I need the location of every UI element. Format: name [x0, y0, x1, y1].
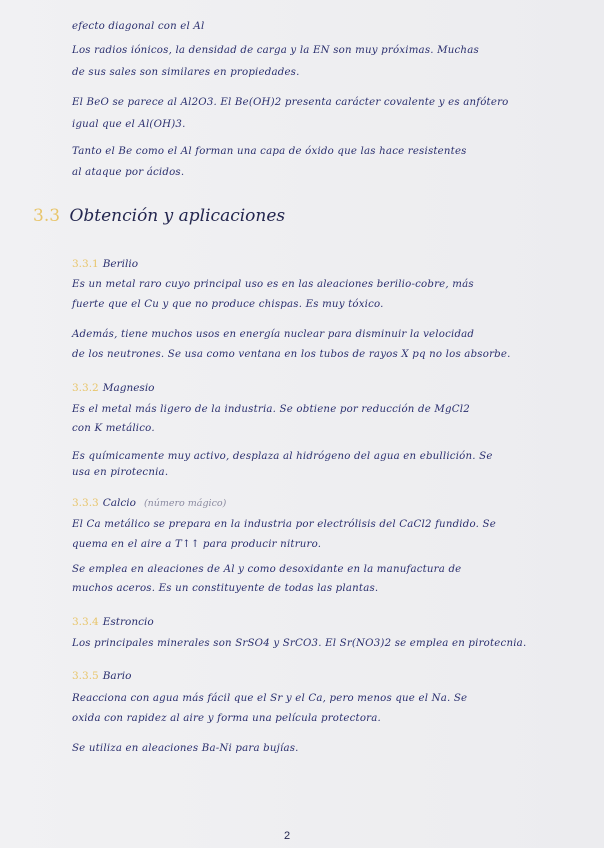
subsection-heading [72, 616, 154, 628]
top-title: efecto diagonal con el Al [72, 21, 205, 32]
text-line: Es el metal más ligero de la industria. Se obtiene por reducción de MgCl2 [72, 404, 470, 415]
subsection-heading [72, 382, 155, 394]
text-line: de sus sales son similares en propiedades. [72, 67, 300, 78]
subsection-heading [72, 258, 138, 270]
text-line: Es químicamente muy activo, desplaza al hidrógeno del agua en ebullición. Se [72, 451, 493, 462]
subsection-title: Magnesio [102, 382, 155, 394]
text-line: El Ca metálico se prepara en la industria por electrólisis del CaCl2 fundido. Se [72, 519, 496, 530]
subsection-number: 3.3.2 [72, 382, 99, 394]
text-line: oxida con rapidez al aire y forma una película protectora. [72, 713, 381, 724]
text-line: Se utiliza en aleaciones Ba-Ni para bujías. [72, 743, 299, 754]
text-line: Además, tiene muchos usos en energía nuclear para disminuir la velocidad [72, 329, 475, 340]
text-line: fuerte que el Cu y que no produce chispas. Es muy tóxico. [72, 299, 384, 310]
text-line: Se emplea en aleaciones de Al y como desoxidante en la manufactura de [72, 564, 462, 575]
text-line: al ataque por ácidos. [72, 167, 185, 178]
subsection-title: Bario [102, 670, 132, 682]
text-line: Reacciona con agua más fácil que el Sr y el Ca, pero menos que el Na. Se [72, 693, 468, 704]
text-line: igual que el Al(OH)3. [72, 119, 186, 130]
text-line: Es un metal raro cuyo principal uso es en las aleaciones berilio-cobre, más [72, 279, 474, 290]
text-line: usa en pirotecnia. [72, 467, 169, 478]
subsection-number: 3.3.5 [72, 670, 99, 682]
text-line: El BeO se parece al Al2O3. El Be(OH)2 presenta carácter covalente y es anfótero [72, 97, 509, 108]
subsection-title: Estroncio [102, 616, 154, 628]
subsection-number: 3.3.1 [72, 258, 99, 270]
text-line: con K metálico. [72, 423, 155, 434]
subsection-note: (número mágico) [143, 498, 227, 509]
page-number: 2 [284, 830, 291, 842]
text-line: muchos aceros. Es un constituyente de todas las plantas. [72, 583, 379, 594]
text-line: Tanto el Be como el Al forman una capa de óxido que las hace resistentes [72, 146, 467, 157]
subsection-heading [72, 670, 131, 682]
section-title: Obtención y aplicaciones [69, 206, 286, 226]
text-line: quema en el aire a T↑↑ para producir nitruro. [72, 539, 322, 550]
section-number: 3.3 [33, 206, 61, 226]
text-line: de los neutrones. Se usa como ventana en los tubos de rayos X pq no los absorbe. [72, 349, 511, 360]
text-line: Los principales minerales son SrSO4 y SrCO3. El Sr(NO3)2 se emplea en pirotecnia. [72, 638, 527, 649]
subsection-number: 3.3.3 [72, 497, 99, 509]
subsection-title: Berilio [102, 258, 139, 270]
text-line: Los radios iónicos, la densidad de carga y la EN son muy próximas. Muchas [72, 45, 479, 56]
section-heading [33, 206, 285, 226]
subsection-number: 3.3.4 [72, 616, 99, 628]
subsection-heading [72, 497, 226, 509]
subsection-title: Calcio [102, 497, 136, 509]
